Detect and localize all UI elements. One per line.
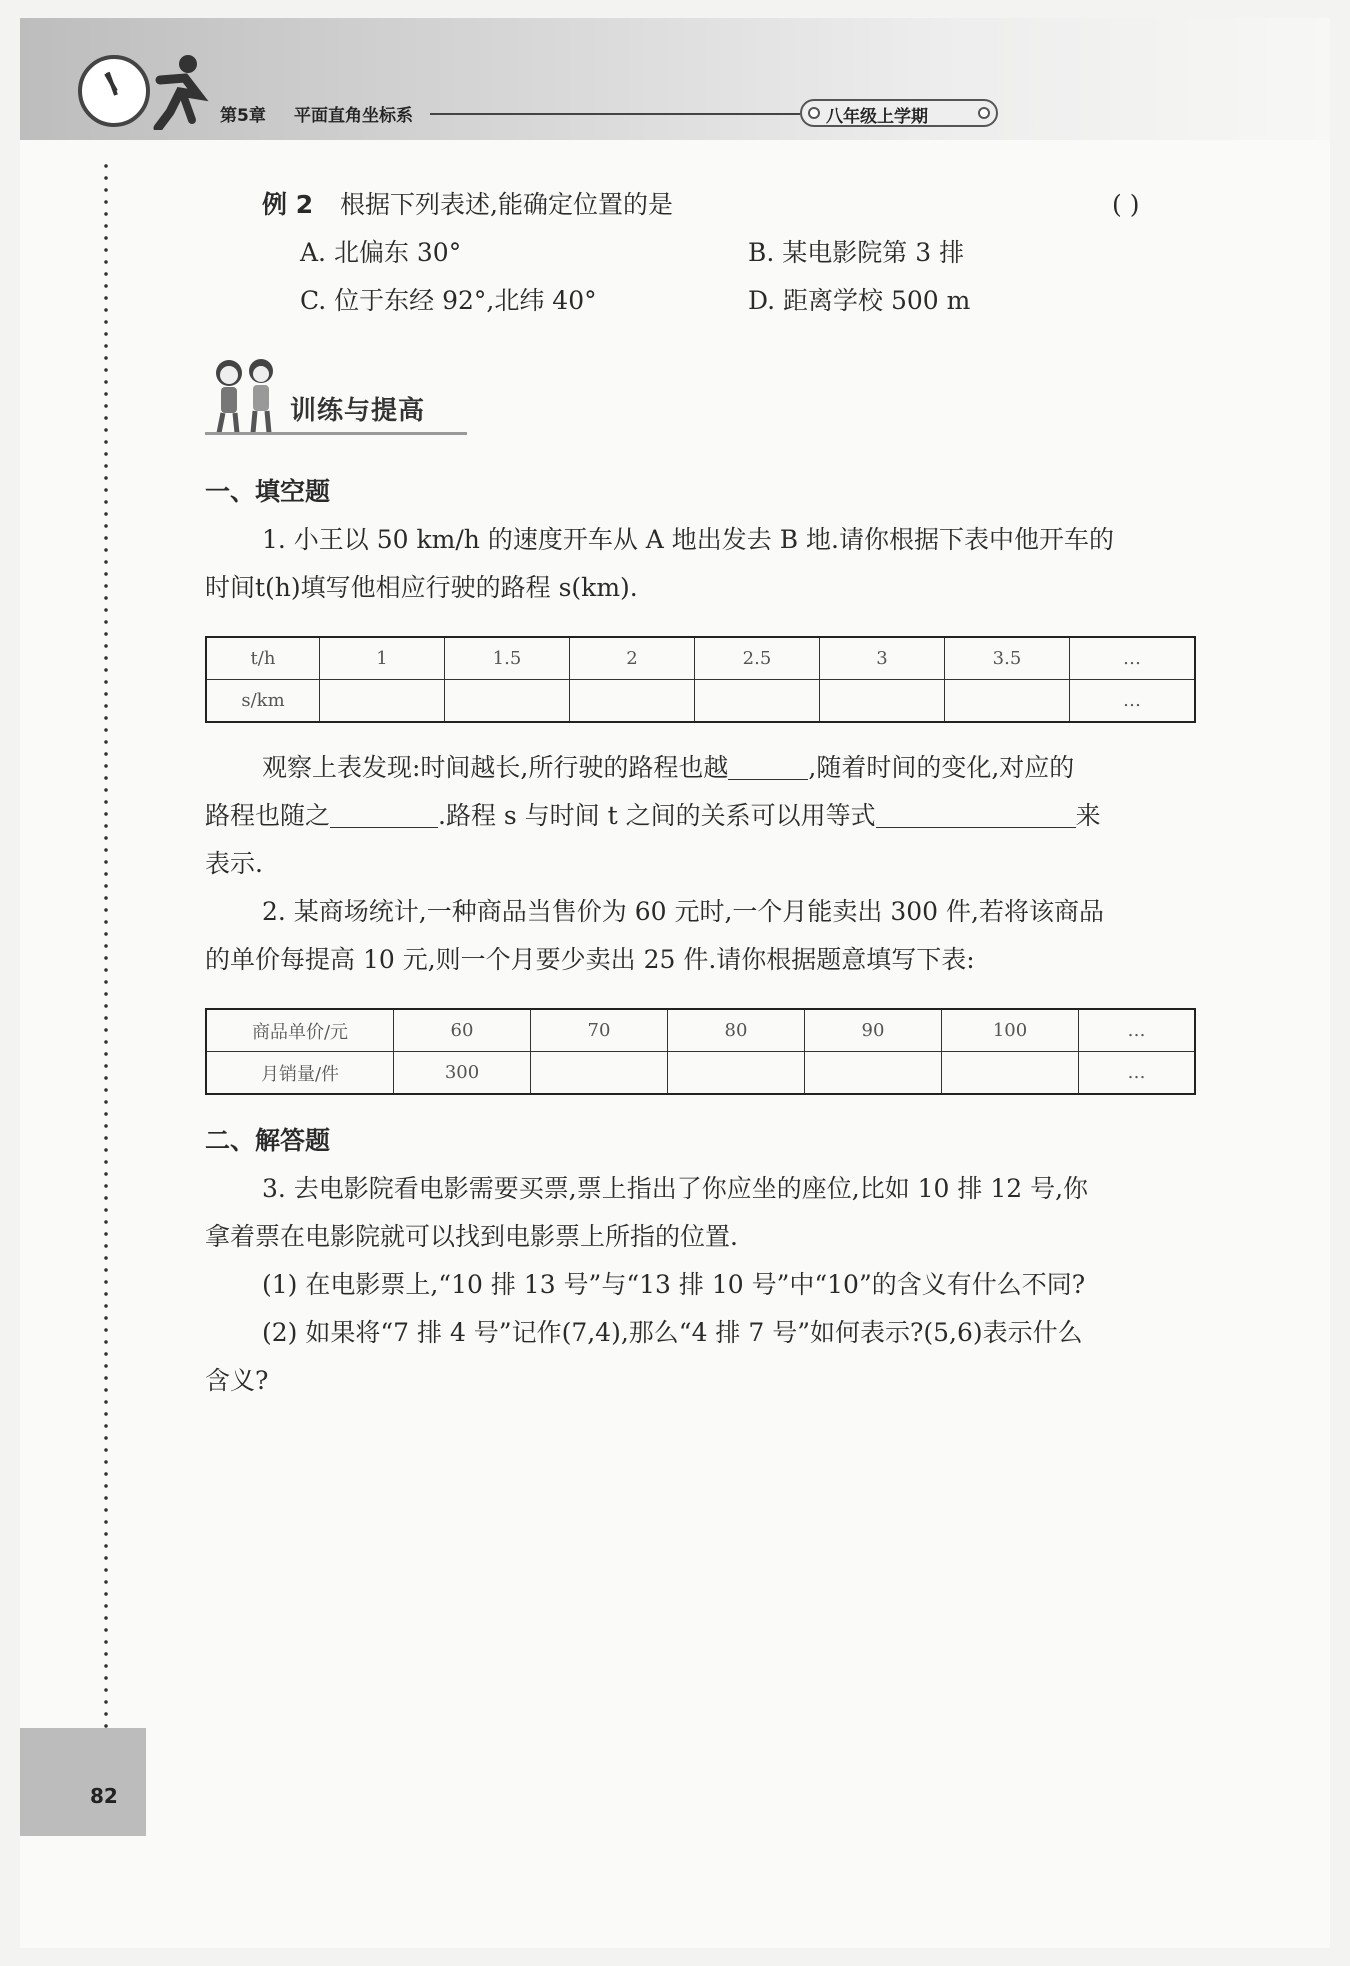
table-cell — [942, 1052, 1079, 1095]
observation-text: .路程 s 与时间 t 之间的关系可以用等式 — [438, 801, 876, 830]
table-cell: … — [1070, 680, 1196, 723]
observation-text: 路程也随之 — [205, 801, 331, 830]
table-cell: 1 — [320, 637, 445, 680]
table-cell — [531, 1052, 668, 1095]
page-sheet — [20, 18, 1330, 1948]
table-row — [206, 1052, 1195, 1095]
kids-icon — [205, 355, 285, 437]
q2-line2: 的单价每提高 10 元,则一个月要少卖出 25 件.请你根据题意填写下表: — [205, 945, 975, 974]
q1-line1: 1. 小王以 50 km/h 的速度开车从 A 地出发去 B 地.请你根据下表中他开车的 — [262, 525, 1114, 554]
page-header — [20, 18, 1330, 140]
table-cell — [668, 1052, 805, 1095]
time-distance-table — [205, 636, 1196, 723]
answer-bracket: ( ) — [1112, 190, 1140, 219]
margin-dotted-line — [104, 160, 108, 1730]
table-cell: 300 — [394, 1052, 531, 1095]
table-header-cell: 商品单价/元 — [206, 1009, 394, 1052]
observation-text: 来 — [1075, 801, 1101, 830]
table-cell: 2 — [570, 637, 695, 680]
table-cell: … — [1079, 1052, 1196, 1095]
example-label: 例 2 — [262, 190, 314, 219]
table-cell: … — [1070, 637, 1196, 680]
chapter-number: 第5章 — [220, 106, 266, 126]
runner-icon — [140, 50, 210, 130]
option-b: B. 某电影院第 3 排 — [748, 238, 965, 267]
page-number-box — [20, 1728, 146, 1836]
grade-label: 八年级上学期 — [826, 107, 928, 127]
table-cell: 2.5 — [695, 637, 820, 680]
q3-sub2-line1: (2) 如果将“7 排 4 号”记作(7,4),那么“4 排 7 号”如何表示?(5,6)表示什么 — [262, 1318, 1083, 1347]
chapter-title: 平面直角坐标系 — [294, 106, 413, 126]
table-cell: 60 — [394, 1009, 531, 1052]
table-cell: 1.5 — [445, 637, 570, 680]
table-row — [206, 637, 1195, 680]
table-cell: … — [1079, 1009, 1196, 1052]
banner-underline — [205, 432, 467, 435]
table-cell: 90 — [805, 1009, 942, 1052]
table-cell — [445, 680, 570, 723]
table-row — [206, 1009, 1195, 1052]
table-cell — [805, 1052, 942, 1095]
table-cell: 100 — [942, 1009, 1079, 1052]
circle-icon — [978, 107, 990, 119]
price-sales-table — [205, 1008, 1196, 1095]
observation-line3: 表示. — [205, 849, 263, 878]
table-cell: 80 — [668, 1009, 805, 1052]
part2-title: 二、解答题 — [205, 1126, 331, 1155]
table-row — [206, 680, 1195, 723]
page-number: 82 — [90, 1784, 118, 1808]
q3-line1: 3. 去电影院看电影需要买票,票上指出了你应坐的座位,比如 10 排 12 号,你 — [262, 1174, 1089, 1203]
table-header-cell: s/km — [206, 680, 320, 723]
table-header-cell: t/h — [206, 637, 320, 680]
part1-title: 一、填空题 — [205, 477, 331, 506]
option-c: C. 位于东经 92°,北纬 40° — [300, 286, 597, 315]
table-cell — [945, 680, 1070, 723]
observation-text: ,随着时间的变化,对应的 — [808, 753, 1075, 782]
circle-icon — [808, 107, 820, 119]
observation-line1 — [262, 753, 1074, 783]
table-cell: 3 — [820, 637, 945, 680]
option-d: D. 距离学校 500 m — [748, 286, 971, 315]
table-cell — [570, 680, 695, 723]
observation-line2 — [205, 801, 1101, 831]
table-cell: 70 — [531, 1009, 668, 1052]
answer-blank — [330, 803, 438, 828]
table-cell — [820, 680, 945, 723]
q3-sub2-line2: 含义? — [205, 1366, 269, 1395]
example-question: 根据下列表述,能确定位置的是 — [340, 190, 673, 219]
q1-line2: 时间t(h)填写他相应行驶的路程 s(km). — [205, 573, 638, 602]
table-header-cell: 月销量/件 — [206, 1052, 394, 1095]
q3-sub1: (1) 在电影票上,“10 排 13 号”与“13 排 10 号”中“10”的含义有什么不同? — [262, 1270, 1086, 1299]
answer-blank — [876, 803, 1076, 828]
answer-blank — [728, 755, 808, 780]
table-cell: 3.5 — [945, 637, 1070, 680]
q2-line1: 2. 某商场统计,一种商品当售价为 60 元时,一个月能卖出 300 件,若将该商品 — [262, 897, 1104, 926]
q3-line2: 拿着票在电影院就可以找到电影票上所指的位置. — [205, 1222, 738, 1251]
section-banner-title: 训练与提高 — [290, 396, 426, 426]
header-rule — [430, 113, 800, 115]
table-cell — [320, 680, 445, 723]
option-a: A. 北偏东 30° — [300, 238, 462, 267]
table-cell — [695, 680, 820, 723]
observation-text: 观察上表发现:时间越长,所行驶的路程也越 — [262, 753, 729, 782]
